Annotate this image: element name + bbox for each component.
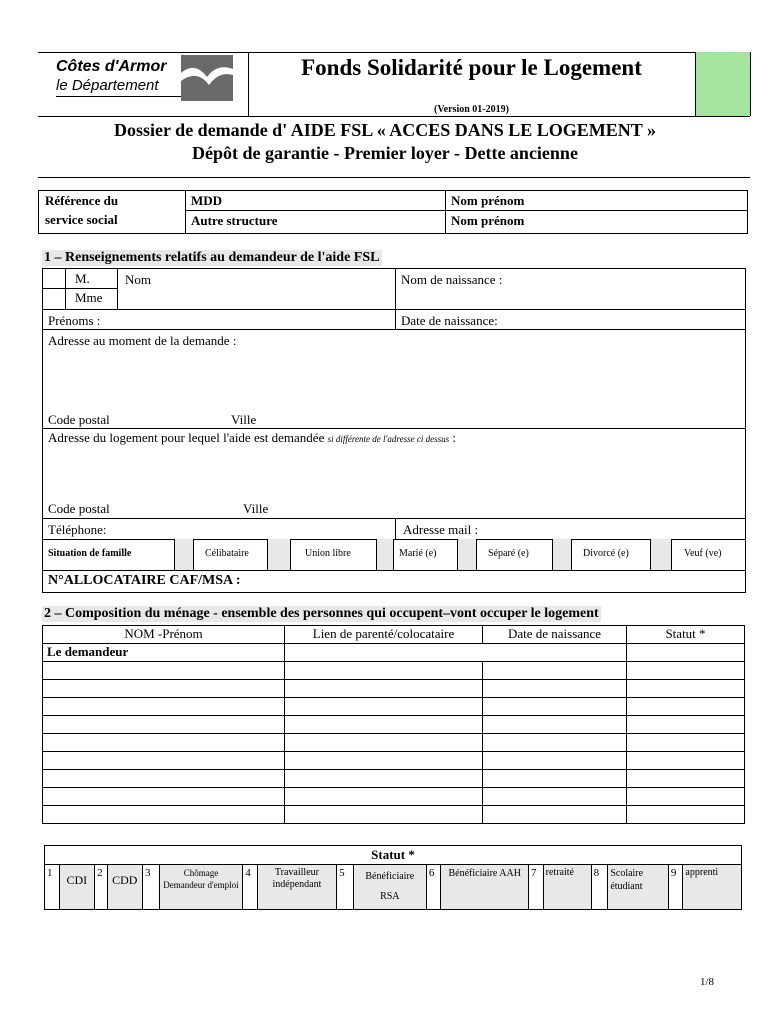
form-subtitle-2: Dépôt de garantie - Premier loyer - Dette ancienne: [192, 143, 578, 163]
table-row: [43, 698, 745, 716]
statut-num-2: 2: [95, 865, 108, 910]
adresse-label: Adresse au moment de la demande :: [48, 333, 237, 348]
prenoms-label: Prénoms :: [48, 313, 101, 328]
checkbox-marie[interactable]: [376, 539, 394, 570]
table-row: [43, 770, 745, 788]
statut-cdi: CDI: [59, 865, 94, 910]
statut-legend: [44, 845, 742, 910]
table-row: [43, 806, 745, 824]
situation-celibataire: Célibataire: [205, 548, 249, 559]
situation-divorce: Divorcé (e): [583, 548, 629, 559]
statut-chomage: Chômage Demandeur d'emploi: [159, 865, 242, 910]
civility-mme: Mme: [75, 290, 103, 305]
reference-label-1: Référence du: [45, 193, 119, 208]
statut-num-9: 9: [668, 865, 683, 910]
col-nom-prenom: NOM -Prénom: [43, 626, 285, 644]
checkbox-veuf[interactable]: [650, 539, 672, 570]
statut-num-8: 8: [591, 865, 608, 910]
situation-marie: Marié (e): [399, 548, 437, 559]
statut-retraite: retraité: [543, 865, 591, 910]
code-postal-label-2: Code postal: [48, 501, 110, 516]
reference-label-2: service social: [45, 212, 118, 227]
ville-label: Ville: [231, 412, 257, 427]
form-title: Fonds Solidarité pour le Logement: [301, 55, 642, 80]
subtitle-rule: [38, 177, 750, 178]
section1-title: 1 – Renseignements relatifs au demandeur de l'aide FSL: [44, 250, 380, 265]
adresse-logement-colon: :: [449, 430, 456, 445]
mdd-label: MDD: [191, 193, 223, 208]
table-row: [43, 662, 745, 680]
statut-num-3: 3: [143, 865, 160, 910]
logo-line2: le Département: [56, 77, 159, 94]
ville-label-2: Ville: [243, 501, 269, 516]
allocataire-label: N°ALLOCATAIRE CAF/MSA :: [48, 573, 241, 588]
code-postal-label: Code postal: [48, 412, 110, 427]
statut-rsa: Bénéficiaire RSA: [353, 865, 426, 910]
adresse-logement-text: Adresse du logement pour lequel l'aide est demandée: [48, 430, 325, 445]
statut-num-6: 6: [426, 865, 441, 910]
statut-num-1: 1: [45, 865, 60, 910]
situation-label: Situation de famille: [48, 548, 132, 559]
logo-line1: Côtes d'Armor: [56, 58, 167, 75]
logo-underline: [56, 96, 194, 97]
reference-table: [38, 190, 748, 234]
checkbox-celibataire[interactable]: [174, 539, 194, 570]
green-marker: [695, 52, 751, 116]
table-row: [43, 716, 745, 734]
table-row: [43, 752, 745, 770]
statut-cdd: CDD: [107, 865, 142, 910]
checkbox-union-libre[interactable]: [267, 539, 291, 570]
bird-logo-icon: [181, 55, 233, 101]
autre-structure-label: Autre structure: [191, 213, 278, 228]
nom-naissance-label: Nom de naissance :: [401, 272, 503, 287]
version-label: (Version 01-2019): [434, 104, 509, 115]
adresse-logement-label: [48, 430, 456, 446]
statut-num-4: 4: [243, 865, 258, 910]
checkbox-mme[interactable]: [45, 290, 61, 305]
col-lien: Lien de parenté/colocataire: [285, 626, 483, 644]
checkbox-m[interactable]: [45, 271, 61, 286]
nom-prenom-field-1[interactable]: Nom prénom: [451, 193, 525, 208]
statut-apprenti: apprenti: [683, 865, 742, 910]
header-bottom-rule: [38, 116, 750, 117]
statut-aah: Bénéficiaire AAH: [441, 865, 529, 910]
statut-num-7: 7: [529, 865, 544, 910]
demandeur-cell: Le demandeur: [43, 644, 285, 662]
col-statut: Statut *: [627, 626, 745, 644]
section2-title: 2 – Composition du ménage - ensemble des personnes qui occupent–vont occuper le logement: [44, 606, 599, 621]
statut-scolaire: Scolaire étudiant: [608, 865, 669, 910]
adresse-logement-note: si différente de l'adresse ci dessus: [327, 434, 450, 444]
col-date-naissance: Date de naissance: [483, 626, 627, 644]
checkbox-divorce[interactable]: [552, 539, 572, 570]
table-row: [43, 680, 745, 698]
situation-separe: Séparé (e): [488, 548, 529, 559]
section1-form: [42, 268, 746, 593]
statut-travailleur: Travailleur indépendant: [257, 865, 336, 910]
telephone-label: Téléphone:: [48, 522, 107, 537]
household-header-row: [43, 626, 745, 644]
civility-m: M.: [75, 271, 90, 286]
nom-prenom-field-2[interactable]: Nom prénom: [451, 213, 525, 228]
page-number: 1/8: [700, 976, 715, 988]
department-logo: [38, 52, 248, 116]
household-table: [42, 625, 745, 824]
date-naissance-label: Date de naissance:: [401, 313, 498, 328]
table-row: [43, 644, 745, 662]
table-row: [43, 734, 745, 752]
statut-title: Statut *: [45, 846, 742, 865]
statut-num-5: 5: [337, 865, 354, 910]
situation-union-libre: Union libre: [305, 548, 351, 559]
checkbox-separe[interactable]: [457, 539, 477, 570]
form-subtitle-1: Dossier de demande d' AIDE FSL « ACCES DANS LE LOGEMENT »: [114, 120, 656, 140]
situation-veuf: Veuf (ve): [684, 548, 722, 559]
table-row: [43, 788, 745, 806]
statut-cell[interactable]: [627, 644, 745, 662]
email-label: Adresse mail :: [403, 522, 479, 537]
nom-label: Nom: [125, 272, 151, 287]
